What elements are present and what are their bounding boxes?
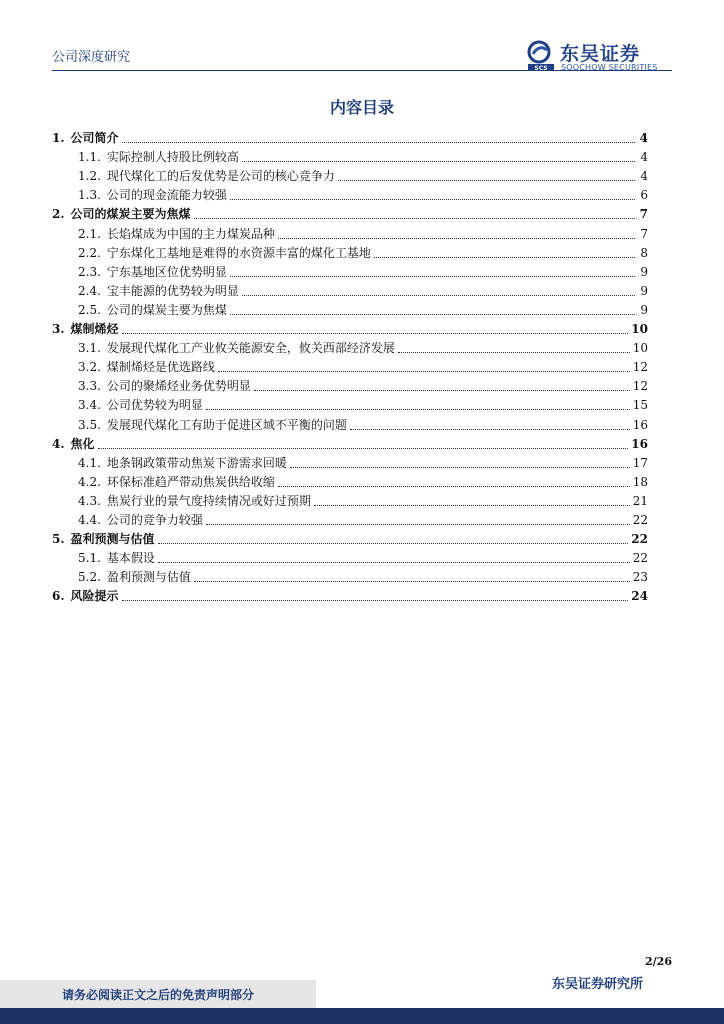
toc-entry-page: 6 — [640, 188, 648, 203]
toc-entry-title: 公司的竞争力较强 — [106, 512, 203, 527]
toc-entry-number: 1.2. — [78, 169, 101, 184]
toc-entry-number: 4.4. — [78, 512, 101, 527]
toc-subsection-entry[interactable] — [52, 146, 648, 165]
footer-org: 东吴证券研究所 — [552, 977, 644, 992]
toc-title: 内容目录 — [329, 98, 394, 117]
toc-entry-number: 2.5. — [78, 302, 101, 317]
toc-entry-title: 风险提示 — [70, 589, 119, 604]
toc-dot-leader — [206, 408, 630, 410]
toc-entry-title: 公司的煤炭主要为焦煤 — [106, 302, 227, 317]
toc-entry-title: 煤制烯烃 — [70, 322, 119, 337]
toc-subsection-entry[interactable] — [52, 280, 648, 299]
toc-entry-title: 公司的聚烯烃业务优势明显 — [106, 379, 251, 394]
toc-subsection-entry[interactable] — [52, 165, 648, 184]
toc-dot-leader — [122, 141, 635, 143]
toc-subsection-entry[interactable] — [52, 261, 648, 280]
toc-subsection-entry[interactable] — [52, 356, 648, 375]
toc-entry-number: 2.1. — [78, 226, 101, 241]
toc-dot-leader — [218, 370, 630, 372]
toc-entry-number: 2.4. — [78, 283, 101, 298]
toc-subsection-entry[interactable] — [52, 242, 648, 261]
toc-subsection-entry[interactable] — [52, 222, 648, 241]
toc-subsection-entry[interactable] — [52, 394, 648, 413]
toc-entry-title: 发展现代煤化工产业攸关能源安全，攸关西部经济发展 — [106, 341, 395, 356]
toc-entry-title: 煤制烯烃是优选路线 — [106, 360, 215, 375]
toc-entry-page: 22 — [632, 551, 648, 566]
header-divider — [52, 70, 672, 71]
toc-entry-page: 21 — [632, 493, 648, 508]
toc-section-entry[interactable] — [52, 127, 648, 146]
toc-entry-page: 18 — [632, 474, 648, 489]
logo-mark-icon — [527, 40, 557, 72]
toc-dot-leader — [230, 313, 635, 315]
toc-dot-leader — [230, 275, 635, 277]
toc-entry-page: 24 — [631, 589, 648, 604]
toc-entry-number: 3.1. — [78, 341, 101, 356]
page-number: 2/26 — [645, 955, 672, 968]
toc-subsection-entry[interactable] — [52, 471, 648, 490]
toc-entry-number: 1. — [52, 131, 65, 146]
toc-entry-number: 4.3. — [78, 493, 101, 508]
toc-entry-title: 实际控制人持股比例较高 — [106, 150, 239, 165]
toc-entry-number: 4. — [52, 436, 65, 451]
toc-subsection-entry[interactable] — [52, 547, 648, 566]
toc-entry-number: 4.1. — [78, 455, 101, 470]
company-logo — [527, 40, 675, 74]
toc-dot-leader — [98, 447, 629, 449]
toc-dot-leader — [206, 523, 630, 525]
toc-dot-leader — [350, 428, 630, 430]
toc-subsection-entry[interactable] — [52, 509, 648, 528]
toc-entry-title: 现代煤化工的后发优势是公司的核心竞争力 — [106, 169, 335, 184]
footer-disclaimer-box — [0, 980, 316, 1008]
toc-dot-leader — [290, 466, 630, 468]
toc-entry-title: 基本假设 — [106, 551, 155, 566]
toc-entry-number: 3.3. — [78, 379, 101, 394]
toc-entry-title: 公司简介 — [70, 131, 119, 146]
toc-entry-number: 6. — [52, 589, 65, 604]
toc-entry-page: 22 — [631, 532, 648, 547]
toc-subsection-entry[interactable] — [52, 413, 648, 432]
toc-entry-page: 12 — [632, 360, 648, 375]
toc-entry-title: 焦化 — [70, 436, 95, 451]
toc-dot-leader — [278, 237, 635, 239]
toc-subsection-entry[interactable] — [52, 452, 648, 471]
toc-dot-leader — [242, 294, 635, 296]
toc-subsection-entry[interactable] — [52, 299, 648, 318]
toc-entry-page: 12 — [632, 379, 648, 394]
toc-dot-leader — [158, 542, 629, 544]
toc-dot-leader — [122, 332, 629, 334]
toc-section-entry[interactable] — [52, 318, 648, 337]
logo-mark-text: SCS — [534, 65, 548, 72]
toc-entry-title: 公司优势较为明显 — [106, 398, 203, 413]
toc-subsection-entry[interactable] — [52, 566, 648, 585]
toc-entry-page: 16 — [631, 436, 648, 451]
toc-entry-number: 2. — [52, 207, 65, 222]
logo-name-cn: 东吴证券 — [560, 43, 641, 65]
toc-entry-page: 17 — [632, 455, 648, 470]
toc-entry-title: 环保标准趋严带动焦炭供给收缩 — [106, 474, 275, 489]
toc-dot-leader — [194, 217, 635, 219]
toc-entry-number: 5.2. — [78, 570, 101, 585]
toc-entry-number: 2.3. — [78, 264, 101, 279]
toc-dot-leader — [194, 580, 630, 582]
toc-entry-page: 9 — [640, 302, 648, 317]
toc-entry-page: 4 — [640, 169, 648, 184]
toc-entry-page: 10 — [631, 322, 648, 337]
toc-subsection-entry[interactable] — [52, 184, 648, 203]
toc-entry-title: 盈利预测与估值 — [106, 570, 191, 585]
toc-entry-title: 长焰煤成为中国的主力煤炭品种 — [106, 226, 275, 241]
toc-entry-title: 宝丰能源的优势较为明显 — [106, 283, 239, 298]
toc-entry-page: 22 — [632, 512, 648, 527]
toc-dot-leader — [122, 599, 629, 601]
toc-dot-leader — [314, 504, 630, 506]
footer-bar — [0, 1008, 724, 1024]
toc-subsection-entry[interactable] — [52, 375, 648, 394]
toc-entry-number: 3. — [52, 322, 65, 337]
toc-entry-title: 盈利预测与估值 — [70, 532, 155, 547]
toc-dot-leader — [338, 179, 635, 181]
toc-section-entry[interactable] — [52, 585, 648, 604]
toc-subsection-entry[interactable] — [52, 490, 648, 509]
toc-entry-page: 7 — [639, 207, 648, 222]
toc-dot-leader — [254, 389, 630, 391]
toc-section-entry[interactable] — [52, 528, 648, 547]
toc-entry-number: 5.1. — [78, 551, 101, 566]
toc-dot-leader — [398, 351, 630, 353]
toc-entry-number: 4.2. — [78, 474, 101, 489]
toc-entry-number: 3.5. — [78, 417, 101, 432]
toc-entry-title: 焦炭行业的景气度持续情况或好过预期 — [106, 493, 311, 508]
toc-dot-leader — [230, 198, 635, 200]
toc-section-entry[interactable] — [52, 433, 648, 452]
toc-entry-number: 3.2. — [78, 360, 101, 375]
toc-entry-number: 5. — [52, 532, 65, 547]
footer-disclaimer: 请务必阅读正文之后的免责声明部分 — [62, 988, 255, 1002]
toc-entry-page: 8 — [640, 245, 648, 260]
toc-section-entry[interactable] — [52, 203, 648, 222]
toc-entry-page: 4 — [640, 150, 648, 165]
table-of-contents — [52, 127, 648, 604]
toc-entry-title: 宁东煤化工基地是难得的水资源丰富的煤化工基地 — [106, 245, 371, 260]
toc-entry-title: 公司的现金流能力较强 — [106, 188, 227, 203]
toc-entry-page: 23 — [632, 570, 648, 585]
toc-dot-leader — [374, 256, 635, 258]
report-type-label: 公司深度研究 — [52, 50, 131, 65]
toc-entry-page: 9 — [640, 264, 648, 279]
toc-entry-page: 4 — [639, 131, 648, 146]
toc-entry-title: 发展现代煤化工有助于促进区域不平衡的问题 — [106, 417, 347, 432]
toc-entry-title: 宁东基地区位优势明显 — [106, 264, 227, 279]
toc-entry-page: 10 — [632, 341, 648, 356]
toc-dot-leader — [158, 561, 630, 563]
toc-entry-number: 3.4. — [78, 398, 101, 413]
toc-entry-title: 地条钢政策带动焦炭下游需求回暖 — [106, 455, 287, 470]
toc-dot-leader — [278, 485, 630, 487]
toc-entry-page: 7 — [640, 226, 648, 241]
toc-entry-number: 2.2. — [78, 245, 101, 260]
toc-dot-leader — [242, 160, 635, 162]
toc-subsection-entry[interactable] — [52, 337, 648, 356]
toc-entry-title: 公司的煤炭主要为焦煤 — [70, 207, 191, 222]
toc-entry-number: 1.3. — [78, 188, 101, 203]
toc-entry-page: 15 — [632, 398, 648, 413]
logo-name-en: SOOCHOW SECURITIES — [561, 63, 658, 72]
toc-entry-page: 16 — [632, 417, 648, 432]
toc-entry-number: 1.1. — [78, 150, 101, 165]
toc-entry-page: 9 — [640, 283, 648, 298]
